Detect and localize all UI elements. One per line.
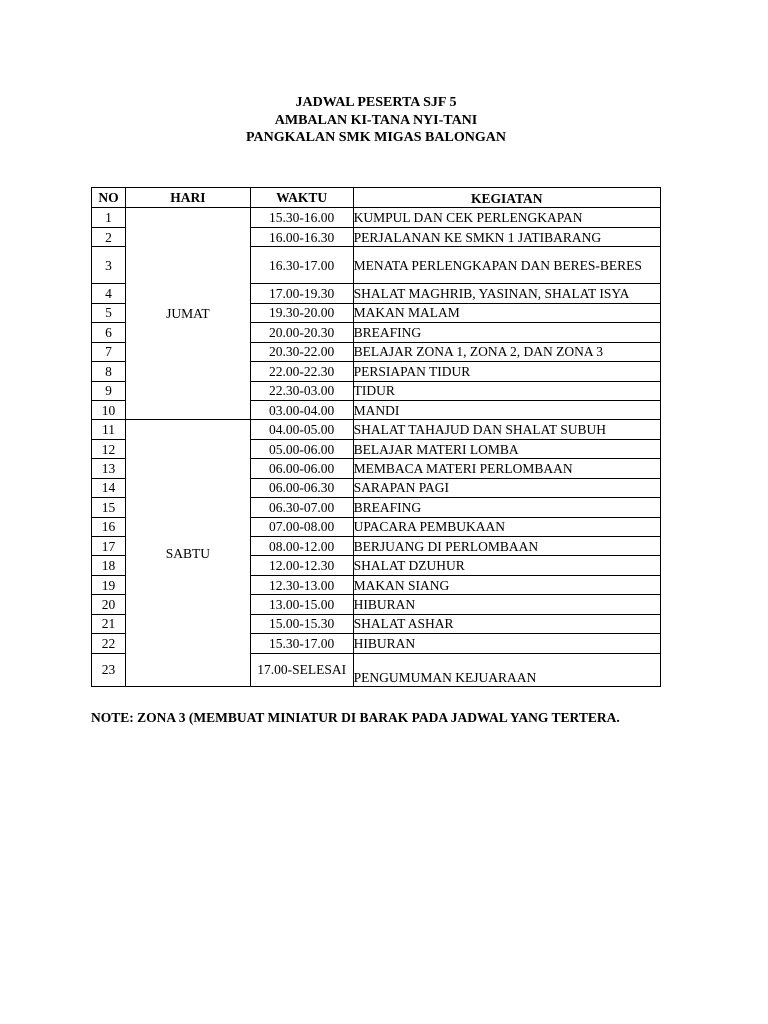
cell-no: 9 [92,381,126,400]
cell-kegiatan: PERJALANAN KE SMKN 1 JATIBARANG [353,227,660,246]
cell-waktu: 15.00-15.30 [250,614,353,633]
cell-no: 22 [92,634,126,653]
cell-waktu: 17.00-19.30 [250,284,353,303]
cell-kegiatan: HIBURAN [353,595,660,614]
cell-no: 7 [92,342,126,361]
title-line-1: JADWAL PESERTA SJF 5 [295,95,457,110]
cell-no: 21 [92,614,126,633]
cell-waktu: 22.00-22.30 [250,362,353,381]
cell-kegiatan: PENGUMUMAN KEJUARAAN [353,653,660,686]
table-header-row [92,188,661,208]
cell-waktu: 15.30-17.00 [250,634,353,653]
cell-waktu: 12.00-12.30 [250,556,353,575]
cell-no: 4 [92,284,126,303]
cell-no: 2 [92,227,126,246]
cell-kegiatan: KUMPUL DAN CEK PERLENGKAPAN [353,208,660,227]
footer-note: NOTE: ZONA 3 (MEMBUAT MINIATUR DI BARAK PADA JADWAL YANG TERTERA. [91,710,620,725]
cell-no: 16 [92,517,126,536]
cell-waktu: 20.30-22.00 [250,342,353,361]
cell-kegiatan: SARAPAN PAGI [353,478,660,497]
header-no: NO [92,188,126,208]
cell-kegiatan: HIBURAN [353,634,660,653]
cell-no: 15 [92,498,126,517]
cell-no: 17 [92,537,126,556]
cell-no: 13 [92,459,126,478]
cell-kegiatan: BREAFING [353,323,660,342]
cell-no: 8 [92,362,126,381]
cell-waktu: 12.30-13.00 [250,575,353,594]
cell-waktu: 08.00-12.00 [250,537,353,556]
cell-waktu: 06.00-06.00 [250,459,353,478]
cell-waktu: 04.00-05.00 [250,420,353,439]
cell-hari: SABTU [125,420,250,686]
cell-kegiatan: MENATA PERLENGKAPAN DAN BERES-BERES [353,247,660,284]
cell-no: 11 [92,420,126,439]
cell-waktu: 13.00-15.00 [250,595,353,614]
cell-no: 18 [92,556,126,575]
cell-kegiatan: SHALAT ASHAR [353,614,660,633]
cell-no: 20 [92,595,126,614]
cell-waktu: 07.00-08.00 [250,517,353,536]
cell-waktu: 03.00-04.00 [250,400,353,419]
cell-kegiatan: TIDUR [353,381,660,400]
table-row [92,420,661,439]
cell-kegiatan: MAKAN MALAM [353,303,660,322]
cell-no: 1 [92,208,126,227]
cell-kegiatan: MANDI [353,400,660,419]
title-line-3: PANGKALAN SMK MIGAS BALONGAN [246,130,506,145]
cell-waktu: 16.30-17.00 [250,247,353,284]
title-line-2: AMBALAN KI-TANA NYI-TANI [274,112,478,128]
cell-waktu: 06.30-07.00 [250,498,353,517]
cell-hari: JUMAT [125,208,250,420]
cell-kegiatan: BREAFING [353,498,660,517]
cell-kegiatan: MEMBACA MATERI PERLOMBAAN [353,459,660,478]
cell-kegiatan: SHALAT MAGHRIB, YASINAN, SHALAT ISYA [353,284,660,303]
cell-no: 12 [92,439,126,458]
cell-kegiatan: BELAJAR MATERI LOMBA [353,439,660,458]
cell-no: 10 [92,400,126,419]
cell-waktu: 15.30-16.00 [250,208,353,227]
cell-kegiatan: SHALAT DZUHUR [353,556,660,575]
cell-no: 23 [92,653,126,686]
cell-waktu: 16.00-16.30 [250,227,353,246]
cell-waktu: 19.30-20.00 [250,303,353,322]
cell-no: 19 [92,575,126,594]
cell-kegiatan: SHALAT TAHAJUD DAN SHALAT SUBUH [353,420,660,439]
schedule-table [91,187,661,687]
header-kegiatan: KEGIATAN [353,188,660,208]
schedule-body [92,208,661,686]
cell-no: 5 [92,303,126,322]
cell-waktu: 17.00-SELESAI [250,653,353,686]
cell-kegiatan: BERJUANG DI PERLOMBAAN [353,537,660,556]
cell-waktu: 22.30-03.00 [250,381,353,400]
header-hari: HARI [125,188,250,208]
cell-no: 6 [92,323,126,342]
table-row [92,208,661,227]
cell-no: 14 [92,478,126,497]
cell-kegiatan: MAKAN SIANG [353,575,660,594]
cell-waktu: 05.00-06.00 [250,439,353,458]
cell-waktu: 20.00-20.30 [250,323,353,342]
document-title [0,94,752,147]
cell-kegiatan: PERSIAPAN TIDUR [353,362,660,381]
cell-no: 3 [92,247,126,284]
cell-kegiatan: UPACARA PEMBUKAAN [353,517,660,536]
header-waktu: WAKTU [250,188,353,208]
cell-waktu: 06.00-06.30 [250,478,353,497]
cell-kegiatan: BELAJAR ZONA 1, ZONA 2, DAN ZONA 3 [353,342,660,361]
